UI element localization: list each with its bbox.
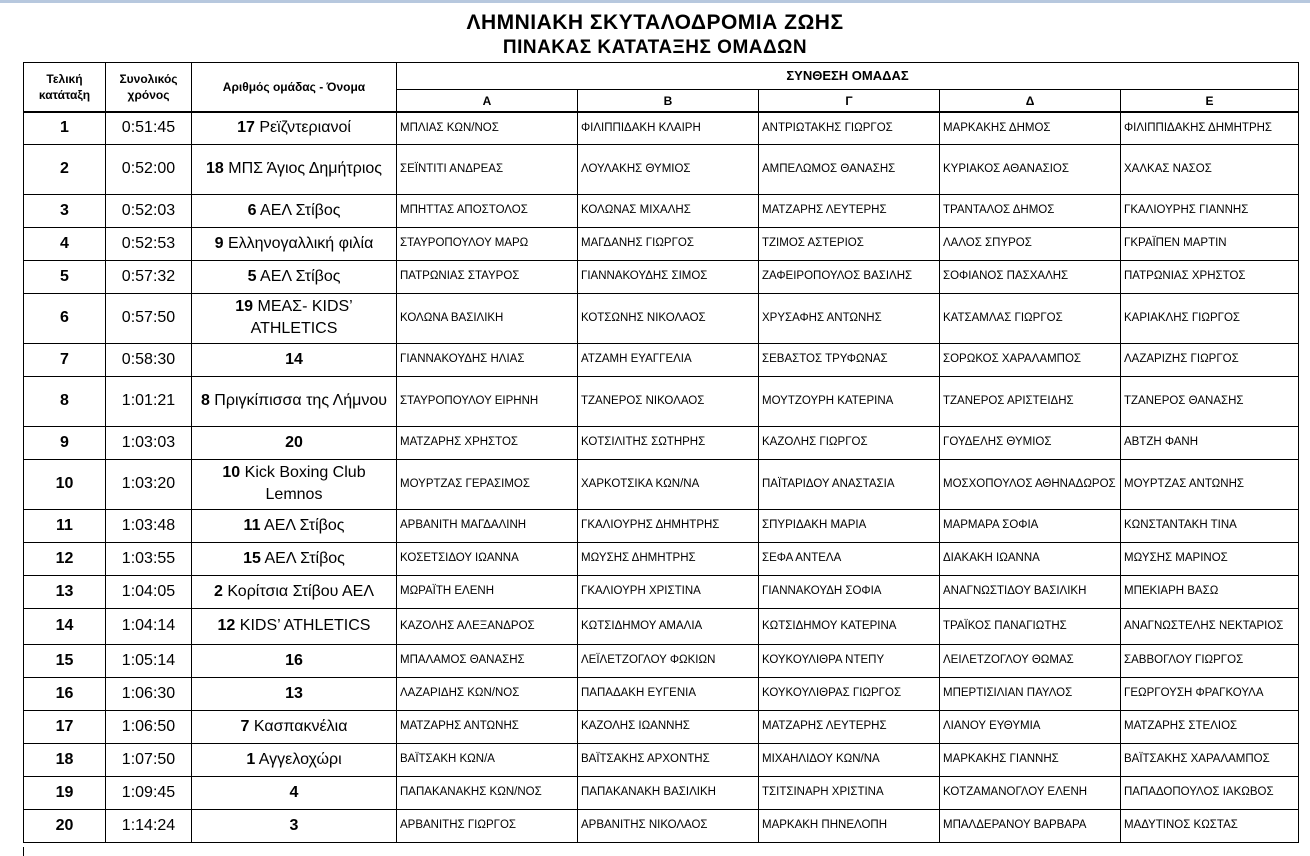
member-b-cell: ΓΚΑΛΙΟΥΡΗΣ ΔΗΜΗΤΡΗΣ xyxy=(578,509,759,542)
rank-cell: 14 xyxy=(24,608,106,644)
header-rank xyxy=(24,63,106,113)
team-cell xyxy=(192,776,397,809)
member-c-cell: ΣΠΥΡΙΔΑΚΗ ΜΑΡΙΑ xyxy=(759,509,940,542)
table-row xyxy=(24,608,1299,644)
member-c-cell: ΑΝΤΡΙΩΤΑΚΗΣ ΓΙΩΡΓΟΣ xyxy=(759,112,940,144)
time-cell: 0:51:45 xyxy=(106,112,192,144)
member-d-cell: ΜΠΑΛΔΕΡΑΝΟΥ ΒΑΡΒΑΡΑ xyxy=(940,809,1121,842)
team-cell xyxy=(192,227,397,260)
team-name: Κορίτσια Στίβου ΑΕΛ xyxy=(227,582,375,600)
header-team: Αριθμός ομάδας - Όνομα xyxy=(192,63,397,113)
member-a-cell: ΚΑΖΟΛΗΣ ΑΛΕΞΑΝΔΡΟΣ xyxy=(397,608,578,644)
member-c-cell: ΚΑΖΟΛΗΣ ΓΙΩΡΓΟΣ xyxy=(759,426,940,459)
member-b-cell: ΛΟΥΛΑΚΗΣ ΘΥΜΙΟΣ xyxy=(578,144,759,194)
table-row xyxy=(24,426,1299,459)
member-c-cell: ΣΕΒΑΣΤΟΣ ΤΡΥΦΩΝΑΣ xyxy=(759,343,940,376)
member-d-cell: ΔΙΑΚΑΚΗ ΙΩΑΝΝΑ xyxy=(940,542,1121,575)
member-b-cell: ΠΑΠΑΔΑΚΗ ΕΥΓΕΝΙΑ xyxy=(578,677,759,710)
member-b-cell: ΚΟΤΣΙΛΙΤΗΣ ΣΩΤΗΡΗΣ xyxy=(578,426,759,459)
team-number: 20 xyxy=(285,433,303,451)
member-a-cell: ΚΟΛΩΝΑ ΒΑΣΙΛΙΚΗ xyxy=(397,293,578,343)
time-cell: 0:57:32 xyxy=(106,260,192,293)
team-cell xyxy=(192,710,397,743)
header-composition: ΣΥΝΘΕΣΗ ΟΜΑΔΑΣ xyxy=(397,63,1299,90)
member-e-cell: ΜΑΤΖΑΡΗΣ ΣΤΕΛΙΟΣ xyxy=(1121,710,1299,743)
member-b-cell: ΜΑΓΔΑΝΗΣ ΓΙΩΡΓΟΣ xyxy=(578,227,759,260)
member-e-cell: ΠΑΠΑΔΟΠΟΥΛΟΣ ΙΑΚΩΒΟΣ xyxy=(1121,776,1299,809)
member-b-cell: ΚΑΖΟΛΗΣ ΙΩΑΝΝΗΣ xyxy=(578,710,759,743)
team-cell xyxy=(192,677,397,710)
table-row xyxy=(24,776,1299,809)
member-a-cell: ΓΙΑΝΝΑΚΟΥΔΗΣ ΗΛΙΑΣ xyxy=(397,343,578,376)
team-name: ΑΕΛ Στίβος xyxy=(264,516,345,534)
team-cell xyxy=(192,194,397,227)
member-e-cell: ΧΑΛΚΑΣ ΝΑΣΟΣ xyxy=(1121,144,1299,194)
team-number: 8 xyxy=(200,392,210,409)
member-b-cell: ΑΤΖΑΜΗ ΕΥΑΓΓΕΛΙΑ xyxy=(578,343,759,376)
header-time xyxy=(106,63,192,113)
member-b-cell: ΜΩΥΣΗΣ ΔΗΜΗΤΡΗΣ xyxy=(578,542,759,575)
rank-cell: 12 xyxy=(24,542,106,575)
time-cell: 1:03:03 xyxy=(106,426,192,459)
team-name: Κασπακνέλια xyxy=(253,717,348,735)
team-number: 9 xyxy=(214,234,224,252)
time-cell: 1:05:14 xyxy=(106,644,192,677)
rank-cell: 8 xyxy=(24,376,106,426)
table-row xyxy=(24,542,1299,575)
team-name: KIDS’ ATHLETICS xyxy=(239,617,371,634)
member-b-cell: ΚΩΤΣΙΔΗΜΟΥ ΑΜΑΛΙΑ xyxy=(578,608,759,644)
team-cell xyxy=(192,112,397,144)
member-e-cell: ΜΟΥΡΤΖΑΣ ΑΝΤΩΝΗΣ xyxy=(1121,459,1299,509)
table-row xyxy=(24,644,1299,677)
team-cell xyxy=(192,542,397,575)
rank-cell: 11 xyxy=(24,509,106,542)
member-e-cell: ΚΩΝΣΤΑΝΤΑΚΗ ΤΙΝΑ xyxy=(1121,509,1299,542)
member-d-cell: ΜΑΡΜΑΡΑ ΣΟΦΙΑ xyxy=(940,509,1121,542)
member-d-cell: ΛΕΙΛΕΤΖΟΓΛΟΥ ΘΩΜΑΣ xyxy=(940,644,1121,677)
member-b-cell: ΚΟΛΩΝΑΣ ΜΙΧΑΛΗΣ xyxy=(578,194,759,227)
member-a-cell: ΚΟΣΕΤΣΙΔΟΥ ΙΩΑΝΝΑ xyxy=(397,542,578,575)
member-e-cell: ΓΕΩΡΓΟΥΣΗ ΦΡΑΓΚΟΥΛΑ xyxy=(1121,677,1299,710)
team-cell xyxy=(192,743,397,776)
member-d-cell: ΣΟΦΙΑΝΟΣ ΠΑΣΧΑΛΗΣ xyxy=(940,260,1121,293)
team-cell xyxy=(192,426,397,459)
member-a-cell: ΜΠΛΙΑΣ ΚΩΝ/ΝΟΣ xyxy=(397,112,578,144)
time-cell: 1:04:14 xyxy=(106,608,192,644)
header-leg-d: Δ xyxy=(940,90,1121,113)
team-name: ΑΕΛ Στίβος xyxy=(260,267,341,285)
member-c-cell: ΚΩΤΣΙΔΗΜΟΥ ΚΑΤΕΡΙΝΑ xyxy=(759,608,940,644)
team-number: 12 xyxy=(217,617,236,634)
team-number: 19 xyxy=(235,298,254,315)
header-leg-c: Γ xyxy=(759,90,940,113)
member-a-cell: ΣΕΪΝΤΙΤΙ ΑΝΔΡΕΑΣ xyxy=(397,144,578,194)
team-number: 1 xyxy=(246,750,256,768)
time-cell: 1:14:24 xyxy=(106,809,192,842)
member-a-cell: ΜΑΤΖΑΡΗΣ ΧΡΗΣΤΟΣ xyxy=(397,426,578,459)
team-name: ΑΕΛ Στίβος xyxy=(260,201,341,219)
member-a-cell: ΜΠΑΛΑΜΟΣ ΘΑΝΑΣΗΣ xyxy=(397,644,578,677)
member-c-cell: ΤΖΙΜΟΣ ΑΣΤΕΡΙΟΣ xyxy=(759,227,940,260)
header-leg-b: Β xyxy=(578,90,759,113)
member-b-cell: ΛΕΪΛΕΤΖΟΓΛΟΥ ΦΩΚΙΩΝ xyxy=(578,644,759,677)
team-number: 16 xyxy=(285,651,303,669)
team-number: 14 xyxy=(285,350,303,368)
team-cell xyxy=(192,575,397,608)
time-cell: 1:06:50 xyxy=(106,710,192,743)
member-d-cell: ΤΡΑΝΤΑΛΟΣ ΔΗΜΟΣ xyxy=(940,194,1121,227)
table-row xyxy=(24,343,1299,376)
team-number: 13 xyxy=(285,684,303,702)
time-cell: 0:52:00 xyxy=(106,144,192,194)
rank-cell: 4 xyxy=(24,227,106,260)
member-c-cell: ΜΑΤΖΑΡΗΣ ΛΕΥΤΕΡΗΣ xyxy=(759,710,940,743)
time-cell: 1:03:48 xyxy=(106,509,192,542)
member-d-cell: ΚΥΡΙΑΚΟΣ ΑΘΑΝΑΣΙΟΣ xyxy=(940,144,1121,194)
member-a-cell: ΠΑΠΑΚΑΝΑΚΗΣ ΚΩΝ/ΝΟΣ xyxy=(397,776,578,809)
member-e-cell: ΓΚΡΑΪΠΕΝ ΜΑΡΤΙΝ xyxy=(1121,227,1299,260)
member-d-cell: ΓΟΥΔΕΛΗΣ ΘΥΜΙΟΣ xyxy=(940,426,1121,459)
ranking-table xyxy=(23,62,1299,843)
rank-cell: 10 xyxy=(24,459,106,509)
team-number: 17 xyxy=(237,119,255,137)
member-e-cell: ΑΝΑΓΝΩΣΤΕΛΗΣ ΝΕΚΤΑΡΙΟΣ xyxy=(1121,608,1299,644)
member-e-cell: ΚΑΡΙΑΚΛΗΣ ΓΙΩΡΓΟΣ xyxy=(1121,293,1299,343)
time-cell: 0:52:53 xyxy=(106,227,192,260)
member-d-cell: ΤΡΑΪΚΟΣ ΠΑΝΑΓΙΩΤΗΣ xyxy=(940,608,1121,644)
member-c-cell: ΠΑΪΤΑΡΙΔΟΥ ΑΝΑΣΤΑΣΙΑ xyxy=(759,459,940,509)
team-name: Πριγκίπισσα της Λήμνου xyxy=(214,392,388,409)
member-a-cell: ΑΡΒΑΝΙΤΗΣ ΓΙΩΡΓΟΣ xyxy=(397,809,578,842)
member-a-cell: ΣΤΑΥΡΟΠΟΥΛΟΥ ΕΙΡΗΝΗ xyxy=(397,376,578,426)
member-b-cell: ΚΟΤΣΩΝΗΣ ΝΙΚΟΛΑΟΣ xyxy=(578,293,759,343)
team-name: Kick Boxing Club Lemnos xyxy=(244,464,366,503)
team-name: ΜΠΣ Άγιος Δημήτριος xyxy=(228,160,382,177)
member-c-cell: ΤΣΙΤΣΙΝΑΡΗ ΧΡΙΣΤΙΝΑ xyxy=(759,776,940,809)
team-cell xyxy=(192,376,397,426)
member-b-cell: ΤΖΑΝΕΡΟΣ ΝΙΚΟΛΑΟΣ xyxy=(578,376,759,426)
member-c-cell: ΜΟΥΤΖΟΥΡΗ ΚΑΤΕΡΙΝΑ xyxy=(759,376,940,426)
table-row xyxy=(24,710,1299,743)
member-d-cell: ΜΑΡΚΑΚΗΣ ΔΗΜΟΣ xyxy=(940,112,1121,144)
team-number: 5 xyxy=(247,267,257,285)
bottom-rule xyxy=(23,847,24,856)
table-row xyxy=(24,809,1299,842)
member-a-cell: ΑΡΒΑΝΙΤΗ ΜΑΓΔΑΛΙΝΗ xyxy=(397,509,578,542)
rank-cell: 13 xyxy=(24,575,106,608)
time-cell: 1:04:05 xyxy=(106,575,192,608)
member-e-cell: ΣΑΒΒΟΓΛΟΥ ΓΙΩΡΓΟΣ xyxy=(1121,644,1299,677)
member-d-cell: ΛΙΑΝΟΥ ΕΥΘΥΜΙΑ xyxy=(940,710,1121,743)
member-a-cell: ΜΩΡΑΪΤΗ ΕΛΕΝΗ xyxy=(397,575,578,608)
table-row xyxy=(24,293,1299,343)
member-b-cell: ΠΑΠΑΚΑΝΑΚΗ ΒΑΣΙΛΙΚΗ xyxy=(578,776,759,809)
rank-cell: 3 xyxy=(24,194,106,227)
member-a-cell: ΒΑΪΤΣΑΚΗ ΚΩΝ/Α xyxy=(397,743,578,776)
page-title: ΛΗΜΝΙΑΚΗ ΣΚΥΤΑΛΟΔΡΟΜΙΑ ΖΩΗΣ xyxy=(466,11,844,34)
rank-cell: 18 xyxy=(24,743,106,776)
member-e-cell: ΦΙΛΙΠΠΙΔΑΚΗΣ ΔΗΜΗΤΡΗΣ xyxy=(1121,112,1299,144)
rank-cell: 9 xyxy=(24,426,106,459)
time-cell: 1:07:50 xyxy=(106,743,192,776)
member-b-cell: ΓΙΑΝΝΑΚΟΥΔΗΣ ΣΙΜΟΣ xyxy=(578,260,759,293)
header-time-line1: Συνολικός xyxy=(119,72,178,86)
rank-cell: 20 xyxy=(24,809,106,842)
member-d-cell: ΚΟΤΖΑΜΑΝΟΓΛΟΥ ΕΛΕΝΗ xyxy=(940,776,1121,809)
rank-cell: 2 xyxy=(24,144,106,194)
table-row xyxy=(24,194,1299,227)
header-rank-line2: κατάταξη xyxy=(38,88,91,102)
table-row xyxy=(24,677,1299,710)
member-a-cell: ΜΟΥΡΤΖΑΣ ΓΕΡΑΣΙΜΟΣ xyxy=(397,459,578,509)
time-cell: 0:57:50 xyxy=(106,293,192,343)
team-name: Ρεϊζντεριανοί xyxy=(259,119,351,137)
member-e-cell: ΜΑΔΥΤΙΝΟΣ ΚΩΣΤΑΣ xyxy=(1121,809,1299,842)
page-subtitle: ΠΙΝΑΚΑΣ ΚΑΤΑΤΑΞΗΣ ΟΜΑΔΩΝ xyxy=(502,37,808,58)
member-b-cell: ΓΚΑΛΙΟΥΡΗ ΧΡΙΣΤΙΝΑ xyxy=(578,575,759,608)
team-cell xyxy=(192,809,397,842)
member-c-cell: ΚΟΥΚΟΥΛΙΘΡΑΣ ΓΙΩΡΓΟΣ xyxy=(759,677,940,710)
team-cell xyxy=(192,509,397,542)
team-name: Αγγελοχώρι xyxy=(258,750,342,768)
team-number: 18 xyxy=(206,160,224,177)
member-c-cell: ΣΕΦΑ ΑΝΤΕΛΑ xyxy=(759,542,940,575)
time-cell: 1:03:55 xyxy=(106,542,192,575)
member-e-cell: ΠΑΤΡΩΝΙΑΣ ΧΡΗΣΤΟΣ xyxy=(1121,260,1299,293)
member-e-cell: ΑΒΤΖΗ ΦΑΝΗ xyxy=(1121,426,1299,459)
header-leg-e: Ε xyxy=(1121,90,1299,113)
team-cell xyxy=(192,459,397,509)
team-name: ΑΕΛ Στίβος xyxy=(264,549,345,567)
team-number: 2 xyxy=(213,582,223,600)
member-b-cell: ΒΑΪΤΣΑΚΗΣ ΑΡΧΟΝΤΗΣ xyxy=(578,743,759,776)
table-row xyxy=(24,459,1299,509)
member-a-cell: ΠΑΤΡΩΝΙΑΣ ΣΤΑΥΡΟΣ xyxy=(397,260,578,293)
team-number: 6 xyxy=(247,201,257,219)
team-cell xyxy=(192,293,397,343)
rank-cell: 7 xyxy=(24,343,106,376)
member-a-cell: ΛΑΖΑΡΙΔΗΣ ΚΩΝ/ΝΟΣ xyxy=(397,677,578,710)
team-cell xyxy=(192,144,397,194)
team-name: ΜΕΑΣ- KIDS’ ATHLETICS xyxy=(250,298,353,337)
member-a-cell: ΜΠΗΤΤΑΣ ΑΠΟΣΤΟΛΟΣ xyxy=(397,194,578,227)
table-row xyxy=(24,260,1299,293)
time-cell: 1:06:30 xyxy=(106,677,192,710)
team-cell xyxy=(192,260,397,293)
member-d-cell: ΣΟΡΩΚΟΣ ΧΑΡΑΛΑΜΠΟΣ xyxy=(940,343,1121,376)
rank-cell: 6 xyxy=(24,293,106,343)
team-cell xyxy=(192,343,397,376)
member-a-cell: ΣΤΑΥΡΟΠΟΥΛΟΥ ΜΑΡΩ xyxy=(397,227,578,260)
time-cell: 0:58:30 xyxy=(106,343,192,376)
rank-cell: 17 xyxy=(24,710,106,743)
member-c-cell: ΖΑΦΕΙΡΟΠΟΥΛΟΣ ΒΑΣΙΛΗΣ xyxy=(759,260,940,293)
member-d-cell: ΤΖΑΝΕΡΟΣ ΑΡΙΣΤΕΙΔΗΣ xyxy=(940,376,1121,426)
member-b-cell: ΑΡΒΑΝΙΤΗΣ ΝΙΚΟΛΑΟΣ xyxy=(578,809,759,842)
member-c-cell: ΧΡΥΣΑΦΗΣ ΑΝΤΩΝΗΣ xyxy=(759,293,940,343)
time-cell: 1:01:21 xyxy=(106,376,192,426)
member-e-cell: ΒΑΪΤΣΑΚΗΣ ΧΑΡΑΛΑΜΠΟΣ xyxy=(1121,743,1299,776)
team-number: 7 xyxy=(240,717,250,735)
table-row xyxy=(24,112,1299,144)
header-leg-a: Α xyxy=(397,90,578,113)
member-e-cell: ΓΚΑΛΙΟΥΡΗΣ ΓΙΑΝΝΗΣ xyxy=(1121,194,1299,227)
member-b-cell: ΦΙΛΙΠΠΙΔΑΚΗ ΚΛΑΙΡΗ xyxy=(578,112,759,144)
member-c-cell: ΜΙΧΑΗΛΙΔΟΥ ΚΩΝ/ΝΑ xyxy=(759,743,940,776)
member-a-cell: ΜΑΤΖΑΡΗΣ ΑΝΤΩΝΗΣ xyxy=(397,710,578,743)
member-d-cell: ΜΟΣΧΟΠΟΥΛΟΣ ΑΘΗΝΑΔΩΡΟΣ xyxy=(940,459,1121,509)
window-top-edge xyxy=(0,0,1310,3)
member-e-cell: ΛΑΖΑΡΙΖΗΣ ΓΙΩΡΓΟΣ xyxy=(1121,343,1299,376)
team-number: 4 xyxy=(289,783,299,801)
member-e-cell: ΜΠΕΚΙΑΡΗ ΒΑΣΩ xyxy=(1121,575,1299,608)
header-rank-line1: Τελική xyxy=(46,72,83,86)
rank-cell: 15 xyxy=(24,644,106,677)
table-row xyxy=(24,743,1299,776)
table-row xyxy=(24,575,1299,608)
rank-cell: 19 xyxy=(24,776,106,809)
table-row xyxy=(24,144,1299,194)
table-row xyxy=(24,227,1299,260)
team-cell xyxy=(192,644,397,677)
time-cell: 1:03:20 xyxy=(106,459,192,509)
member-d-cell: ΜΑΡΚΑΚΗΣ ΓΙΑΝΝΗΣ xyxy=(940,743,1121,776)
team-name: Ελληνογαλλική φιλία xyxy=(228,234,374,252)
member-d-cell: ΜΠΕΡΤΙΣΙΛΙΑΝ ΠΑΥΛΟΣ xyxy=(940,677,1121,710)
rank-cell: 1 xyxy=(24,112,106,144)
table-row xyxy=(24,509,1299,542)
team-number: 15 xyxy=(243,549,261,567)
rank-cell: 5 xyxy=(24,260,106,293)
time-cell: 1:09:45 xyxy=(106,776,192,809)
member-e-cell: ΜΩΥΣΗΣ ΜΑΡΙΝΟΣ xyxy=(1121,542,1299,575)
time-cell: 0:52:03 xyxy=(106,194,192,227)
team-number: 3 xyxy=(289,816,299,834)
team-cell xyxy=(192,608,397,644)
member-c-cell: ΓΙΑΝΝΑΚΟΥΔΗ ΣΟΦΙΑ xyxy=(759,575,940,608)
header-time-line2: χρόνος xyxy=(127,88,170,102)
team-number: 11 xyxy=(243,516,261,534)
member-b-cell: ΧΑΡΚΟΤΣΙΚΑ ΚΩΝ/ΝΑ xyxy=(578,459,759,509)
member-e-cell: ΤΖΑΝΕΡΟΣ ΘΑΝΑΣΗΣ xyxy=(1121,376,1299,426)
rank-cell: 16 xyxy=(24,677,106,710)
member-c-cell: ΚΟΥΚΟΥΛΙΘΡΑ ΝΤΕΠΥ xyxy=(759,644,940,677)
member-c-cell: ΜΑΡΚΑΚΗ ΠΗΝΕΛΟΠΗ xyxy=(759,809,940,842)
table-row xyxy=(24,376,1299,426)
team-number: 10 xyxy=(222,464,241,481)
member-c-cell: ΜΑΤΖΑΡΗΣ ΛΕΥΤΕΡΗΣ xyxy=(759,194,940,227)
member-d-cell: ΛΑΛΟΣ ΣΠΥΡΟΣ xyxy=(940,227,1121,260)
member-c-cell: ΑΜΠΕΛΩΜΟΣ ΘΑΝΑΣΗΣ xyxy=(759,144,940,194)
member-d-cell: ΑΝΑΓΝΩΣΤΙΔΟΥ ΒΑΣΙΛΙΚΗ xyxy=(940,575,1121,608)
member-d-cell: ΚΑΤΣΑΜΛΑΣ ΓΙΩΡΓΟΣ xyxy=(940,293,1121,343)
ranking-table-body xyxy=(24,112,1299,842)
